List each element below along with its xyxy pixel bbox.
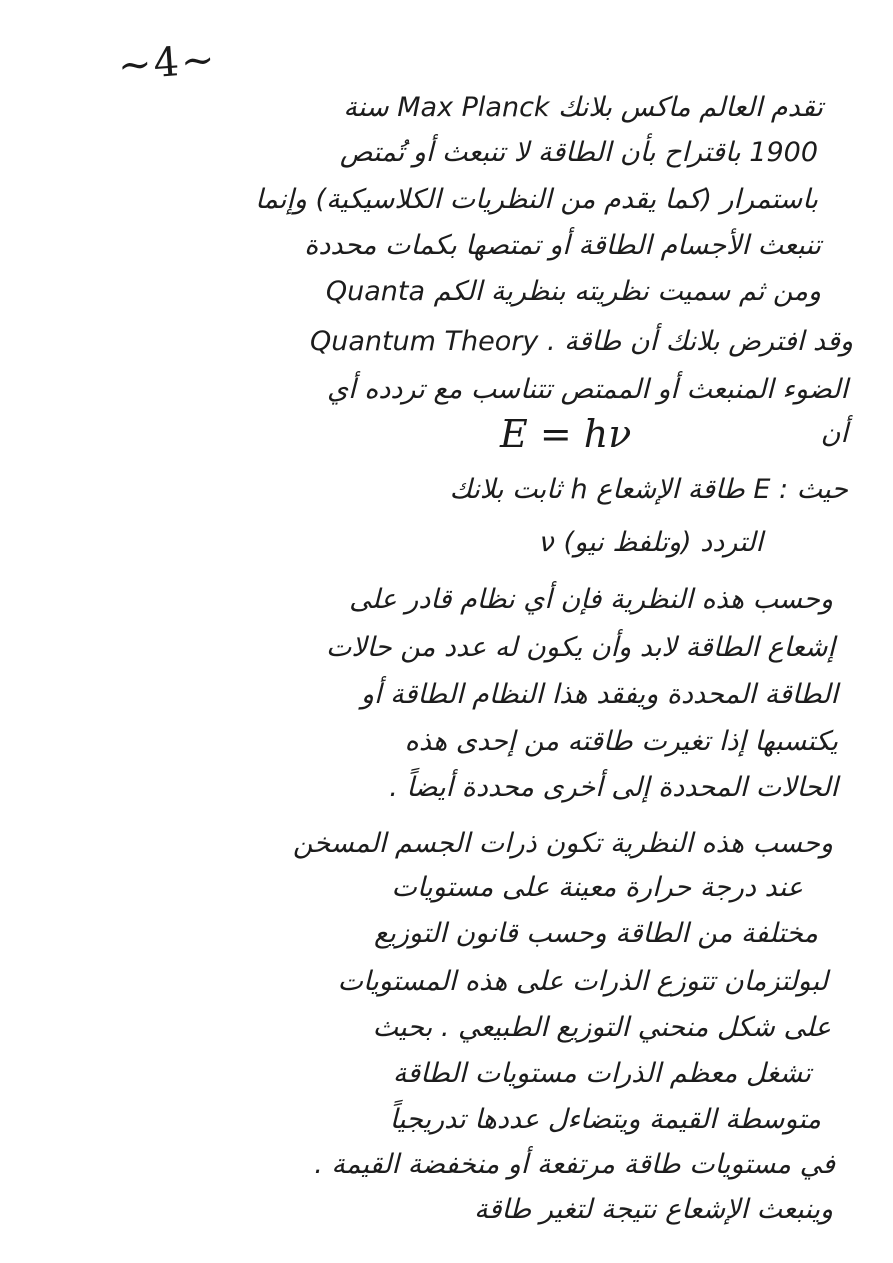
text-line: باستمرار (كما يقدم من النظريات الكلاسيكية) وإنما xyxy=(255,184,818,215)
text-line: Quantum Theory . وقد افترض بلانك أن طاقة xyxy=(309,326,853,357)
text-line: تنبعث الأجسام الطاقة أو تمتصها بكمات محددة xyxy=(304,230,821,261)
text-line: Quanta ومن ثم سميت نظريته بنظرية الكم xyxy=(325,276,821,307)
text-line: الحالات المحددة إلى أخرى محددة أيضاً . xyxy=(389,772,838,803)
text-line: وحسب هذه النظرية فإن أي نظام قادر على xyxy=(349,584,833,615)
text-line: وينبعث الإشعاع نتيجة لتغير طاقة xyxy=(474,1194,833,1225)
text-line: الطاقة المحددة ويفقد هذا النظام الطاقة أو xyxy=(360,679,838,710)
page-number: ~4~ xyxy=(116,36,218,90)
text-line: مختلفة من الطاقة وحسب قانون التوزيع xyxy=(373,918,818,949)
text-line: عند درجة حرارة معينة على مستويات xyxy=(391,872,803,903)
text-line: لبولتزمان تتوزع الذرات على هذه المستويات xyxy=(337,966,828,997)
text-line: تشغل معظم الذرات مستويات الطاقة xyxy=(392,1058,811,1089)
definition-line: حيث : E طاقة الإشعاع h ثابت بلانك xyxy=(449,474,848,505)
formula-prefix: أن xyxy=(820,418,848,449)
text-line: 1900 باقتراح بأن الطاقة لا تنبعث أو تُمتص xyxy=(339,137,818,168)
text-line: الضوء المنبعث أو الممتص تتناسب مع تردده أي xyxy=(327,374,848,405)
text-line: وحسب هذه النظرية تكون ذرات الجسم المسخن xyxy=(292,828,833,859)
text-line: يكتسبها إذا تغيرت طاقته من إحدى هذه xyxy=(404,726,838,757)
text-line: في مستويات طاقة مرتفعة أو منخفضة القيمة . xyxy=(314,1149,835,1180)
definition-line: ν التردد (وتلفظ نيو) xyxy=(539,527,763,558)
text-line: على شكل منحني التوزيع الطبيعي . بحيث xyxy=(372,1012,831,1043)
text-line: إشعاع الطاقة لابد وأن يكون له عدد من حالات xyxy=(325,632,835,663)
text-line: متوسطة القيمة ويتضاءل عددها تدريجياً xyxy=(389,1104,821,1135)
planck-equation: E = hν xyxy=(500,412,632,456)
text-line: تقدم العالم ماكس بلانك Max Planck سنة xyxy=(343,92,823,123)
